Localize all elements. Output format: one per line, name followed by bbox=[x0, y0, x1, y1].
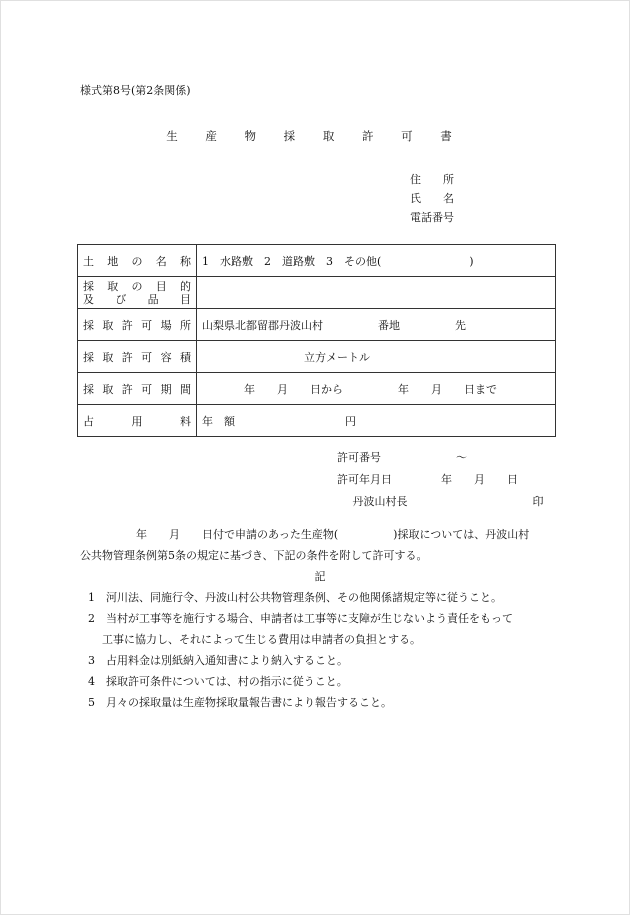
condition-item: 3 占用料金は別紙納入通知書により納入すること。 bbox=[88, 654, 348, 667]
fee-value: 年 額 円 bbox=[197, 405, 556, 437]
row-label bbox=[78, 341, 197, 373]
mayor-label: 丹波山村長 bbox=[352, 495, 408, 508]
body-paragraph-line1 bbox=[80, 524, 560, 545]
justified-label: 採 取 許 可 容 積 bbox=[83, 350, 191, 364]
permit-number-line bbox=[337, 447, 544, 469]
condition-item: 5 月々の採取量は生産物採取量報告書により報告すること。 bbox=[88, 696, 392, 709]
period-value bbox=[197, 373, 556, 405]
condition-item: 1 河川法、同施行令、丹波山村公共物管理条例、その他関係諸規定等に従うこと。 bbox=[88, 591, 502, 604]
table-row bbox=[78, 405, 556, 437]
phone-label: 電話番号 bbox=[410, 211, 454, 224]
location-value: 山梨県北都留郡丹波山村 番地 先 bbox=[197, 309, 556, 341]
condition-item-continuation: 工事に協力し、それによって生じる費用は申請者の負担とする。 bbox=[102, 633, 421, 646]
justified-label: 土 地 の 名 称 bbox=[83, 254, 191, 268]
row-label bbox=[78, 309, 197, 341]
table-row bbox=[78, 309, 556, 341]
volume-value bbox=[197, 341, 556, 373]
mayor-line bbox=[337, 491, 544, 513]
land-name-value: 1 水路敷 2 道路敷 3 その他( ) bbox=[197, 245, 556, 277]
justified-label: 採 取 許 可 期 間 bbox=[83, 382, 191, 396]
condition-item: 2 当村が工事等を施行する場合、申請者は工事等に支障が生じないよう責任をもって bbox=[88, 612, 513, 625]
justified-label: 採 取 の 目 的 bbox=[83, 279, 191, 293]
body-paragraph-text1: 年 月 日付で申請のあった生産物( )採取については、丹波山村 bbox=[136, 528, 530, 541]
table-row bbox=[78, 277, 556, 309]
row-label bbox=[78, 405, 197, 437]
volume-unit: 立方メートル bbox=[304, 350, 370, 364]
form-number: 様式第8号(第2条関係) bbox=[80, 84, 191, 97]
table-row bbox=[78, 341, 556, 373]
justified-label: 及 び 品 目 bbox=[83, 292, 191, 306]
permit-table bbox=[77, 244, 556, 437]
document-title: 生 産 物 採 取 許 可 書 bbox=[166, 129, 464, 143]
row-label bbox=[78, 373, 197, 405]
permit-number-separator: 〜 bbox=[456, 451, 467, 464]
justified-label: 占 用 料 bbox=[83, 414, 191, 428]
purpose-value bbox=[197, 277, 556, 309]
table-row bbox=[78, 373, 556, 405]
condition-item: 4 採取許可条件については、村の指示に従うこと。 bbox=[88, 675, 348, 688]
permit-number-label: 許可番号 bbox=[337, 451, 381, 464]
table-row bbox=[78, 245, 556, 277]
permit-date-line bbox=[337, 469, 544, 491]
row-label bbox=[78, 277, 197, 309]
permit-date-value: 年 月 日 bbox=[441, 473, 518, 486]
permit-date-label: 許可年月日 bbox=[337, 473, 392, 486]
permit-body bbox=[80, 524, 560, 713]
justified-label: 採 取 許 可 場 所 bbox=[83, 318, 191, 332]
body-paragraph-line2: 公共物管理条例第5条の規定に基づき、下記の条件を附して許可する。 bbox=[80, 549, 428, 562]
ki-heading: 記 bbox=[314, 570, 326, 583]
seal-mark: 印 bbox=[532, 495, 544, 508]
address-label: 住 所 bbox=[410, 173, 454, 186]
applicant-block bbox=[410, 170, 454, 227]
permit-info bbox=[337, 447, 544, 513]
period-text: 年 月 日から 年 月 日まで bbox=[244, 382, 497, 396]
row-label bbox=[78, 245, 197, 277]
name-label: 氏 名 bbox=[410, 192, 454, 205]
